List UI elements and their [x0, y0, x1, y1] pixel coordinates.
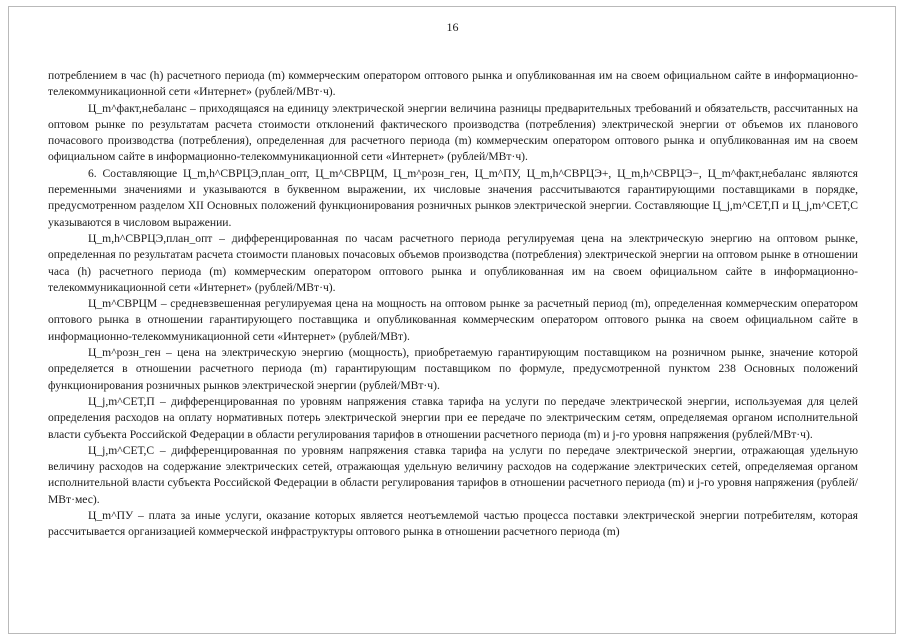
paragraph: Ц_m,h^СВРЦЭ,план_опт – дифференцированная по часам расчетного периода регулируемая цена на электрическую энергию на оптовом рынке, определенная по результатам расчета стоимости плановых почасовых объемов производства (потребления) электрической энергии на оптовом рынке в отношении часа (h) расчетного периода (m) коммерческим оператором оптового рынка и опубликованная им на своем официальном сайте в информационно-телекоммуникационной сети «Интернет» (рублей/МВт·ч).: [48, 231, 858, 294]
paragraph: Ц_m^ПУ – плата за иные услуги, оказание которых является неотъемлемой частью процесса поставки электрической энергии потребителям, которая рассчитывается организацией коммерческой инфраструктуры оптового рынка в отношении расчетного периода (m): [48, 509, 858, 539]
paragraph: Ц_m^факт,небаланс – приходящаяся на единицу электрической энергии величина разницы предварительных требований и обязательств, рассчитанных на оптовом рынке по результатам расчета стоимости отклонений фактического производства (потребления) электрической энергии от объемов их планового почасового производства (потребления), определенная для расчетного периода (m) коммерческим оператором оптового рынка и опубликованная им на своем официальном сайте в информационно-телекоммуникационной сети «Интернет» (рублей/МВт·ч).: [48, 101, 858, 164]
page-number: 16: [446, 20, 459, 34]
paragraph: потреблением в час (h) расчетного периода (m) коммерческим оператором оптового рынка и опубликованная им на своем официальном сайте в информационно-телекоммуникационной сети «Интернет» (рублей/МВт·ч).: [48, 69, 858, 99]
paragraph: Ц_m^розн_ген – цена на электрическую энергию (мощность), приобретаемую гарантирующим поставщиком на розничном рынке, значение которой определяется в отношении расчетного периода (m) гарантирующим поставщиком по формуле, предусмотренной пунктом 238 Основных положений функционирования розничных рынков электрической энергии (рублей/МВт·ч).: [48, 346, 858, 392]
paragraph: Ц_j,m^СЕТ,С – дифференцированная по уровням напряжения ставка тарифа на услуги по передаче электрической энергии, отражающая удельную величину расходов на содержание электрических сетей, отражающая удельную величину расходов на содержание электрических сетей, определяемая органом исполнительной власти субъекта Российской Федерации в области регулирования тарифов в отношении расчетного периода (m) и j-го уровня напряжения (рублей/МВт·мес).: [48, 443, 858, 506]
paragraph: 6. Составляющие Ц_m,h^СВРЦЭ,план_опт, Ц_m^СВРЦМ, Ц_m^розн_ген, Ц_m^ПУ, Ц_m,h^СВРЦЭ+, Ц_m,h^СВРЦЭ−, Ц_m^факт,небаланс являются переменными значениями и указываются в буквенном выражении, их числовые значения рассчитываются гарантирующими поставщиками в порядке, предусмотренном разделом XII Основных положений функционирования розничных рынков электрической энергии. Составляющие Ц_j,m^СЕТ,П и Ц_j,m^СЕТ,С указываются в числовом выражении.: [48, 166, 858, 229]
document-body: [48, 68, 858, 541]
paragraph: Ц_m^СВРЦМ – средневзвешенная регулируемая цена на мощность на оптовом рынке за расчетный период (m), определенная коммерческим оператором оптового рынка в отношении гарантирующего поставщика и опубликованная коммерческим оператором оптового рынка на своем официальном сайте в информационно-телекоммуникационной сети «Интернет» (рублей/МВт).: [48, 297, 858, 343]
paragraph: Ц_j,m^СЕТ,П – дифференцированная по уровням напряжения ставка тарифа на услуги по передаче электрической энергии, используемая для целей определения расходов на оплату нормативных потерь электрической энергии при ее передаче по электрическим сетям, определяемая органом исполнительной власти субъекта Российской Федерации в области регулирования тарифов в отношении расчетного периода (m) и j-го уровня напряжения (рублей/МВт·ч).: [48, 394, 858, 441]
